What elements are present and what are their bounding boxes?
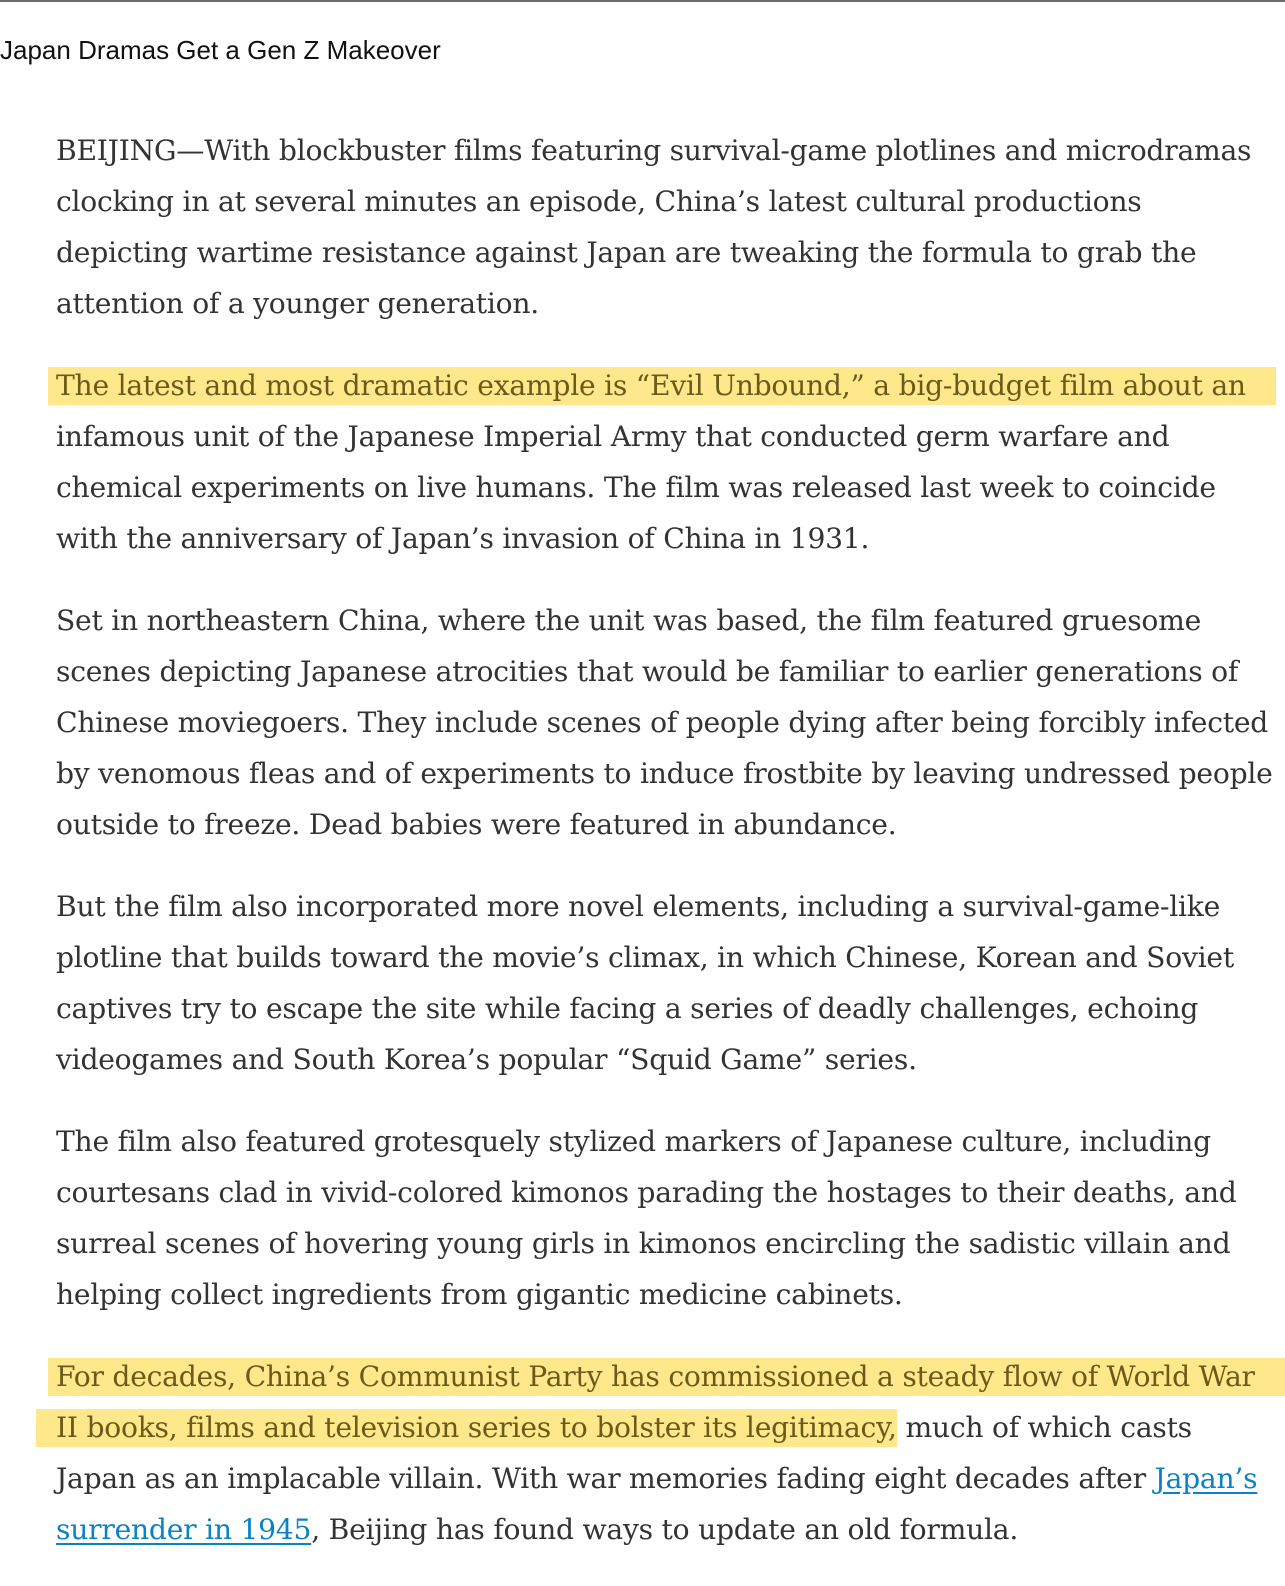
- text-line: clocking in at several minutes an episode, China’s latest cultural productions: [56, 185, 1142, 218]
- text-line: But the film also incorporated more novel elements, including a survival-game-like: [56, 890, 1221, 923]
- text-line: with the anniversary of Japan’s invasion of China in 1931.: [56, 522, 870, 555]
- paragraph-2: [56, 360, 1285, 564]
- text-line: depicting wartime resistance against Japan are tweaking the formula to grab the: [56, 236, 1197, 269]
- paragraph-6: [56, 1351, 1285, 1555]
- text-run: much of which casts: [896, 1411, 1192, 1444]
- text-line: scenes depicting Japanese atrocities that would be familiar to earlier generations of: [56, 655, 1239, 688]
- japan-surrender-link-continued[interactable]: surrender in 1945: [56, 1513, 312, 1546]
- top-divider: [0, 0, 1285, 2]
- text-line: surreal scenes of hovering young girls in kimonos encircling the sadistic villain and: [56, 1227, 1231, 1260]
- text-line: Set in northeastern China, where the unit was based, the film featured gruesome: [56, 604, 1202, 637]
- text-line: The film also featured grotesquely stylized markers of Japanese culture, including: [56, 1125, 1211, 1158]
- text-line: [56, 1504, 1285, 1555]
- text-line: chemical experiments on live humans. The film was released last week to coincide: [56, 471, 1216, 504]
- paragraph-1: [56, 125, 1285, 329]
- article-body: [56, 125, 1285, 1586]
- paragraph-5: [56, 1116, 1285, 1320]
- text-line: videogames and South Korea’s popular “Squid Game” series.: [56, 1043, 917, 1076]
- text-line: courtesans clad in vivid-colored kimonos parading the hostages to their deaths, and: [56, 1176, 1237, 1209]
- paragraph-3: [56, 595, 1285, 850]
- highlight-mark: The latest and most dramatic example is “Evil Unbound,” a big-budget film about an: [48, 367, 1276, 405]
- text-line: [56, 1402, 1285, 1453]
- paragraph-4: [56, 881, 1285, 1085]
- highlighted-line: [56, 360, 1285, 411]
- highlight-mark: II books, films and television series to bolster its legitimacy,: [36, 1409, 897, 1447]
- text-line: captives try to escape the site while facing a series of deadly challenges, echoing: [56, 992, 1199, 1025]
- text-line: BEIJING—With blockbuster films featuring survival-game plotlines and microdramas: [56, 134, 1252, 167]
- highlighted-line: [56, 1351, 1285, 1402]
- highlight-mark: For decades, China’s Communist Party has commissioned a steady flow of World War: [48, 1358, 1285, 1396]
- text-line: outside to freeze. Dead babies were featured in abundance.: [56, 808, 897, 841]
- text-line: helping collect ingredients from gigantic medicine cabinets.: [56, 1278, 903, 1311]
- text-run: Japan as an implacable villain. With war memories fading eight decades after: [56, 1462, 1155, 1495]
- text-line: Chinese moviegoers. They include scenes of people dying after being forcibly infected: [56, 706, 1269, 739]
- text-line: plotline that builds toward the movie’s climax, in which Chinese, Korean and Soviet: [56, 941, 1234, 974]
- text-run: , Beijing has found ways to update an old formula.: [311, 1513, 1019, 1546]
- text-line: [56, 1453, 1285, 1504]
- text-line: infamous unit of the Japanese Imperial Army that conducted germ warfare and: [56, 420, 1170, 453]
- text-line: by venomous fleas and of experiments to induce frostbite by leaving undressed people: [56, 757, 1273, 790]
- japan-surrender-link[interactable]: Japan’s: [1154, 1462, 1258, 1495]
- page-title: Japan Dramas Get a Gen Z Makeover: [0, 35, 441, 65]
- text-line: attention of a younger generation.: [56, 287, 539, 320]
